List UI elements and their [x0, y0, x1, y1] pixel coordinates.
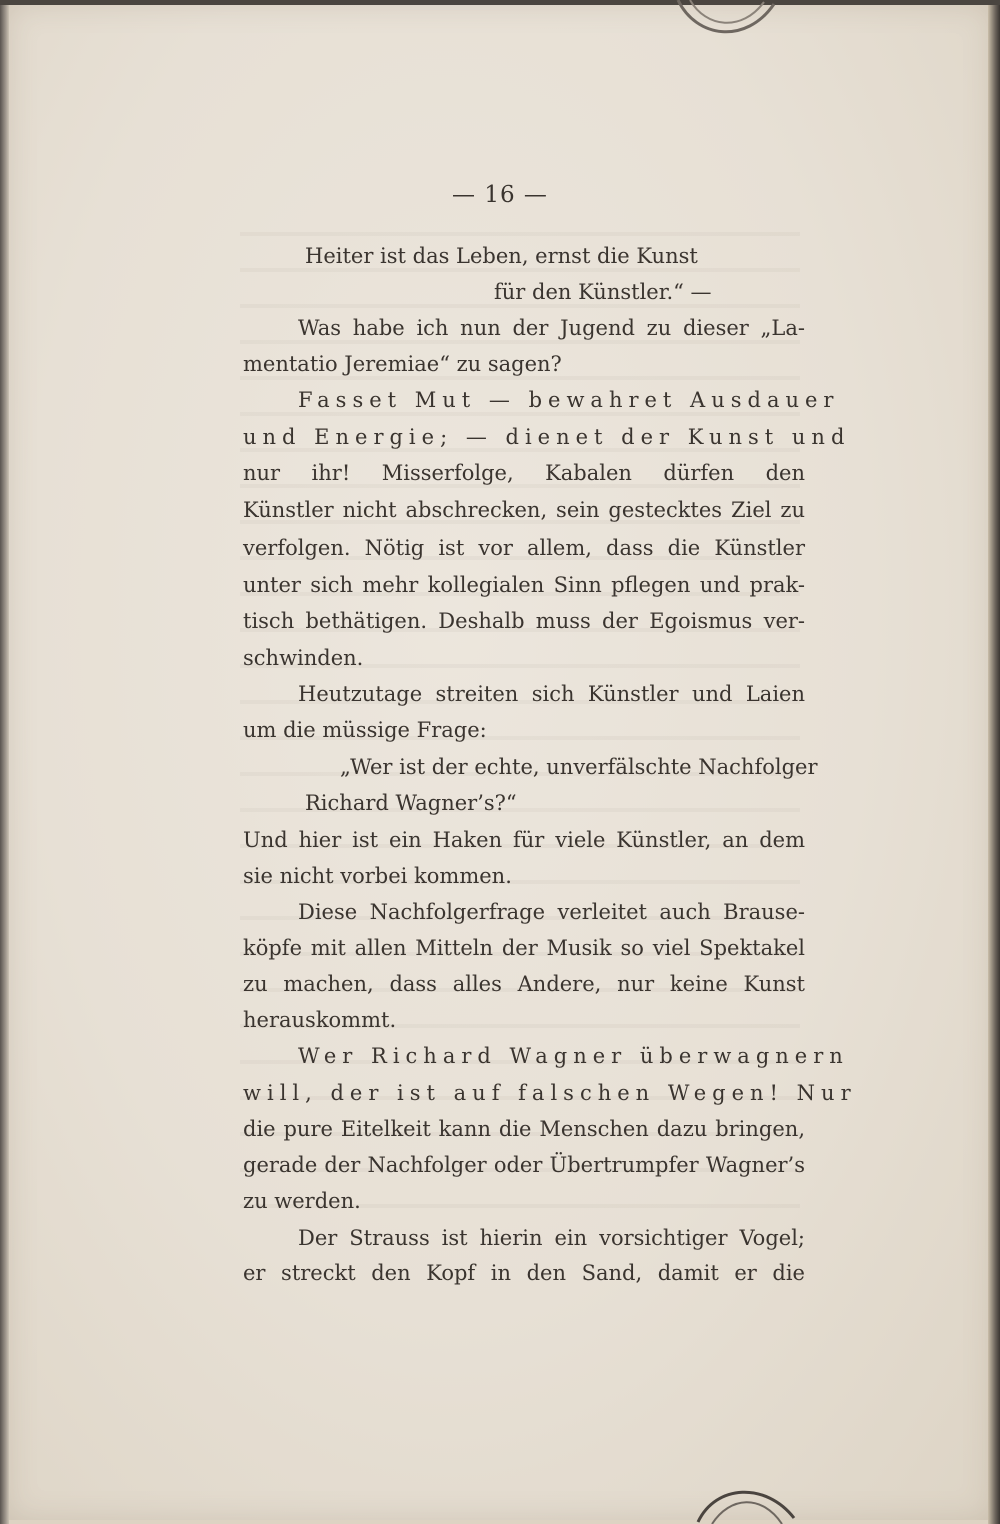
text-line: Künstler nicht abschrecken, sein gestecktes Ziel zu — [243, 498, 805, 522]
text-line: Und hier ist ein Haken für viele Künstler, an dem — [243, 828, 805, 852]
text-line: gerade der Nachfolger oder Übertrumpfer Wagner’s — [243, 1153, 805, 1177]
text-line: für den Künstler.“ — — [494, 280, 712, 304]
text-line: verfolgen. Nötig ist vor allem, dass die Künstler — [243, 536, 805, 560]
text-line: die pure Eitelkeit kann die Menschen dazu bringen, — [243, 1117, 805, 1141]
text-line: Heutzutage streiten sich Künstler und Laien — [298, 682, 805, 706]
text-line: sie nicht vorbei kommen. — [243, 864, 512, 888]
text-line: schwinden. — [243, 646, 364, 670]
text-line: Der Strauss ist hierin ein vorsichtiger Vogel; — [298, 1226, 805, 1250]
text-line: Wer Richard Wagner überwagnern — [298, 1044, 849, 1068]
text-line: tisch bethätigen. Deshalb muss der Egoismus ver- — [243, 609, 805, 633]
page-number: — 16 — — [452, 182, 548, 208]
text-line: köpfe mit allen Mitteln der Musik so viel Spektakel — [243, 936, 805, 960]
text-line: „Wer ist der echte, unverfälschte Nachfolger — [340, 755, 818, 779]
text-line: er streckt den Kopf in den Sand, damit er die — [243, 1261, 805, 1285]
text-line: Fasset Mut — bewahret Ausdauer — [298, 388, 840, 412]
text-line: um die müssige Frage: — [243, 718, 487, 742]
text-line: mentatio Jeremiae“ zu sagen? — [243, 352, 562, 376]
paper-clip-icon — [676, 0, 776, 40]
paper-clip-icon — [696, 1488, 796, 1524]
text-line: Was habe ich nun der Jugend zu dieser „La- — [298, 316, 805, 340]
page-top-edge — [0, 0, 1000, 5]
text-line: Richard Wagner’s?“ — [305, 791, 517, 815]
page-left-edge — [0, 0, 9, 1524]
text-line: Heiter ist das Leben, ernst die Kunst — [305, 244, 698, 268]
page-right-edge — [988, 0, 1000, 1524]
text-line: will, der ist auf falschen Wegen! Nur — [243, 1081, 857, 1105]
text-line: zu werden. — [243, 1189, 361, 1213]
text-line: herauskommt. — [243, 1008, 397, 1032]
text-line: und Energie; — dienet der Kunst und — [243, 425, 851, 449]
text-line: Diese Nachfolgerfrage verleitet auch Brause- — [298, 900, 805, 924]
text-line: unter sich mehr kollegialen Sinn pflegen und prak- — [243, 573, 805, 597]
text-line: nur ihr! Misserfolge, Kabalen dürfen den — [243, 461, 805, 485]
text-line: zu machen, dass alles Andere, nur keine Kunst — [243, 972, 805, 996]
